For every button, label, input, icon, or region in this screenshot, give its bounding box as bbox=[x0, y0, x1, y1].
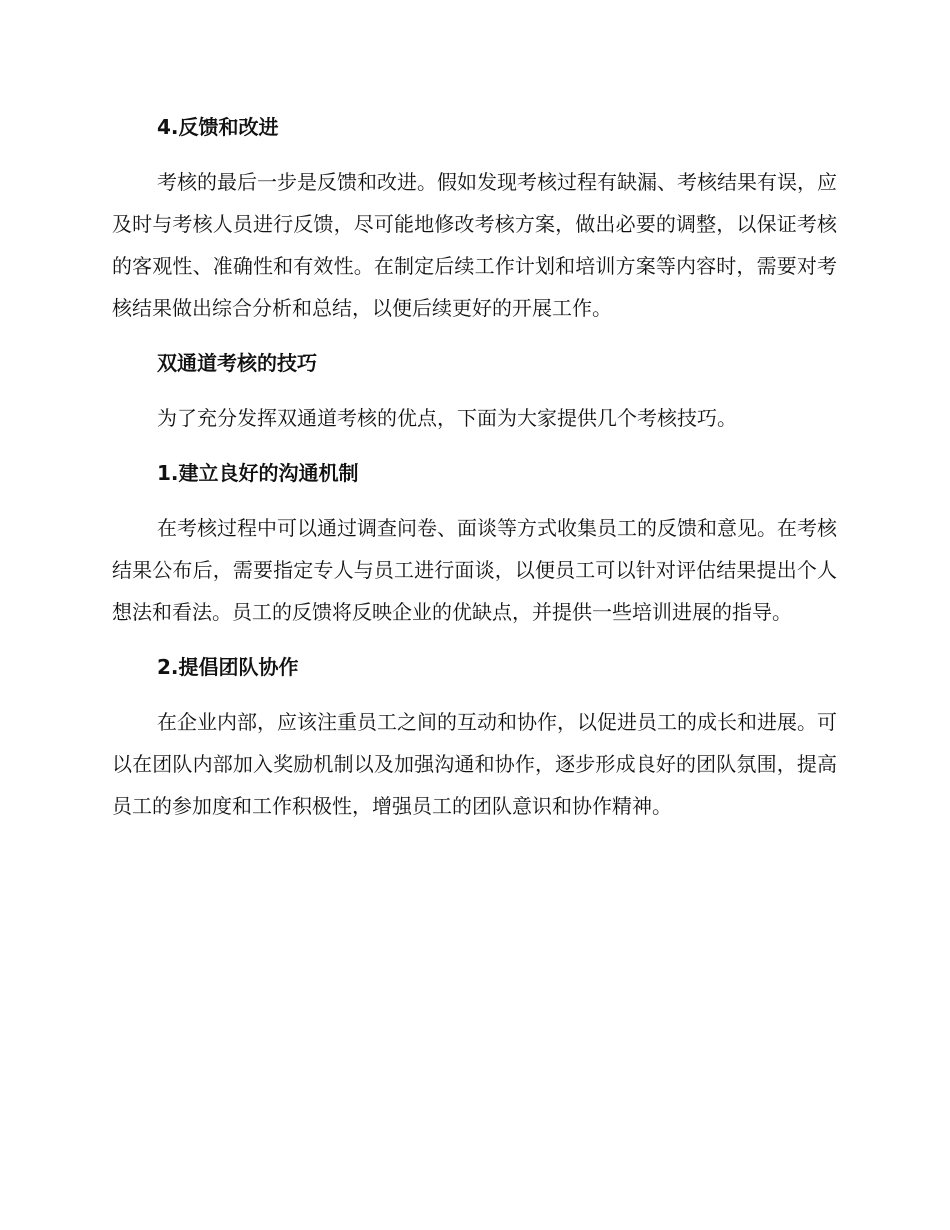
paragraph-communication: 在考核过程中可以通过调查问卷、面谈等方式收集员工的反馈和意见。在考核结果公布后，需要指定专人与员工进行面谈，以便员工可以针对评估结果提出个人想法和看法。员工的反馈将反映企业的优缺点，并提供一些培训进展的指导。 bbox=[112, 516, 837, 624]
section-heading-feedback: 4.反馈和改进 bbox=[157, 115, 279, 139]
paragraph-teamwork: 在企业内部，应该注重员工之间的互动和协作，以促进员工的成长和进展。可以在团队内部加入奖励机制以及加强沟通和协作，逐步形成良好的团队氛围，提高员工的参加度和工作积极性，增强员工的团队意识和协作精神。 bbox=[112, 710, 837, 818]
section-heading-teamwork: 2.提倡团队协作 bbox=[157, 655, 299, 679]
paragraph-feedback: 考核的最后一步是反馈和改进。假如发现考核过程有缺漏、考核结果有误，应及时与考核人员进行反馈，尽可能地修改考核方案，做出必要的调整，以保证考核的客观性、准确性和有效性。在制定后续工作计划和培训方案等内容时，需要对考核结果做出综合分析和总结，以便后续更好的开展工作。 bbox=[112, 170, 837, 320]
section-heading-techniques: 双通道考核的技巧 bbox=[157, 351, 317, 375]
paragraph-techniques-intro: 为了充分发挥双通道考核的优点，下面为大家提供几个考核技巧。 bbox=[157, 406, 737, 430]
section-heading-communication: 1.建立良好的沟通机制 bbox=[157, 461, 359, 485]
document-body bbox=[112, 108, 837, 842]
